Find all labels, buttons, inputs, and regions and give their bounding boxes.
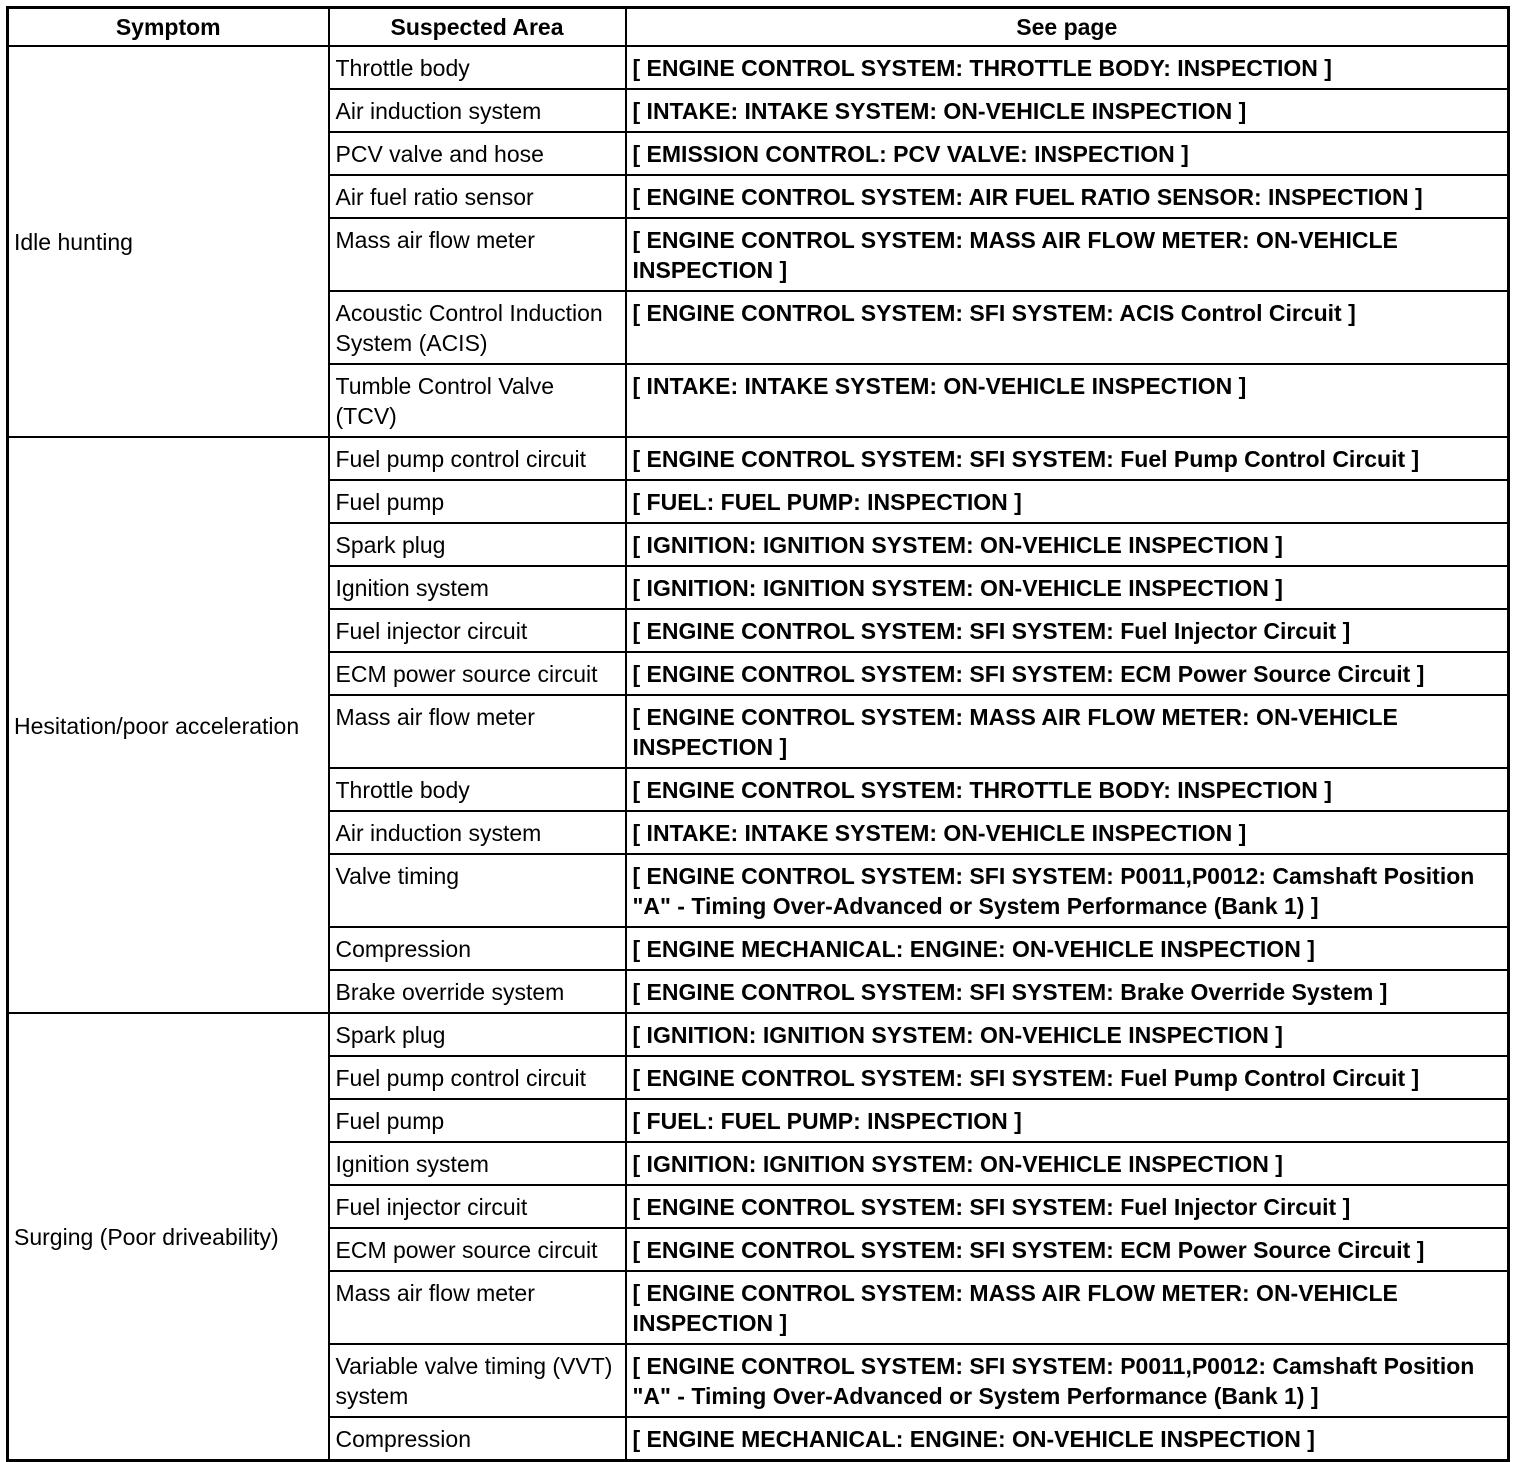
suspected-area-cell: Spark plug — [329, 1013, 626, 1056]
see-page-reference: [ ENGINE MECHANICAL: ENGINE: ON-VEHICLE INSPECTION ] — [626, 927, 1509, 970]
suspected-area-cell: Tumble Control Valve (TCV) — [329, 364, 626, 437]
suspected-area-cell: Variable valve timing (VVT) system — [329, 1344, 626, 1417]
symptom-hesitation: Hesitation/poor acceleration — [8, 437, 329, 1013]
see-page-reference: [ INTAKE: INTAKE SYSTEM: ON-VEHICLE INSPECTION ] — [626, 811, 1509, 854]
see-page-reference: [ INTAKE: INTAKE SYSTEM: ON-VEHICLE INSPECTION ] — [626, 89, 1509, 132]
see-page-reference: [ ENGINE CONTROL SYSTEM: SFI SYSTEM: Fuel Injector Circuit ] — [626, 609, 1509, 652]
see-page-reference: [ ENGINE CONTROL SYSTEM: THROTTLE BODY: INSPECTION ] — [626, 768, 1509, 811]
see-page-reference: [ ENGINE CONTROL SYSTEM: SFI SYSTEM: ACIS Control Circuit ] — [626, 291, 1509, 364]
suspected-area-cell: Throttle body — [329, 46, 626, 89]
see-page-reference: [ ENGINE CONTROL SYSTEM: MASS AIR FLOW METER: ON-VEHICLE INSPECTION ] — [626, 695, 1509, 768]
see-page-reference: [ FUEL: FUEL PUMP: INSPECTION ] — [626, 1099, 1509, 1142]
suspected-area-cell: Brake override system — [329, 970, 626, 1013]
table-row — [8, 1013, 1509, 1056]
header-symptom: Symptom — [8, 8, 329, 47]
suspected-area-cell: Fuel injector circuit — [329, 1185, 626, 1228]
see-page-reference: [ ENGINE CONTROL SYSTEM: SFI SYSTEM: Brake Override System ] — [626, 970, 1509, 1013]
suspected-area-cell: Compression — [329, 927, 626, 970]
suspected-area-cell: Mass air flow meter — [329, 1271, 626, 1344]
see-page-reference: [ ENGINE CONTROL SYSTEM: SFI SYSTEM: P0011,P0012: Camshaft Position "A" - Timing Over-Advanced or System Performance (Bank 1) ] — [626, 854, 1509, 927]
header-row — [8, 8, 1509, 47]
see-page-reference: [ ENGINE CONTROL SYSTEM: SFI SYSTEM: Fuel Pump Control Circuit ] — [626, 1056, 1509, 1099]
see-page-reference: [ ENGINE CONTROL SYSTEM: MASS AIR FLOW METER: ON-VEHICLE INSPECTION ] — [626, 218, 1509, 291]
suspected-area-cell: Mass air flow meter — [329, 695, 626, 768]
see-page-reference: [ ENGINE CONTROL SYSTEM: AIR FUEL RATIO SENSOR: INSPECTION ] — [626, 175, 1509, 218]
header-see-page: See page — [626, 8, 1509, 47]
suspected-area-cell: Spark plug — [329, 523, 626, 566]
see-page-reference: [ INTAKE: INTAKE SYSTEM: ON-VEHICLE INSPECTION ] — [626, 364, 1509, 437]
suspected-area-cell: Fuel pump control circuit — [329, 1056, 626, 1099]
suspected-area-cell: ECM power source circuit — [329, 1228, 626, 1271]
suspected-area-cell: Compression — [329, 1417, 626, 1461]
see-page-reference: [ IGNITION: IGNITION SYSTEM: ON-VEHICLE INSPECTION ] — [626, 566, 1509, 609]
suspected-area-cell: Valve timing — [329, 854, 626, 927]
see-page-reference: [ EMISSION CONTROL: PCV VALVE: INSPECTION ] — [626, 132, 1509, 175]
see-page-reference: [ FUEL: FUEL PUMP: INSPECTION ] — [626, 480, 1509, 523]
see-page-reference: [ ENGINE CONTROL SYSTEM: SFI SYSTEM: ECM Power Source Circuit ] — [626, 1228, 1509, 1271]
see-page-reference: [ ENGINE CONTROL SYSTEM: MASS AIR FLOW METER: ON-VEHICLE INSPECTION ] — [626, 1271, 1509, 1344]
see-page-reference: [ ENGINE CONTROL SYSTEM: SFI SYSTEM: P0011,P0012: Camshaft Position "A" - Timing Over-Advanced or System Performance (Bank 1) ] — [626, 1344, 1509, 1417]
see-page-reference: [ ENGINE CONTROL SYSTEM: THROTTLE BODY: INSPECTION ] — [626, 46, 1509, 89]
see-page-reference: [ IGNITION: IGNITION SYSTEM: ON-VEHICLE INSPECTION ] — [626, 523, 1509, 566]
suspected-area-cell: Air induction system — [329, 89, 626, 132]
symptom-idle-hunting: Idle hunting — [8, 46, 329, 437]
symptom-surging: Surging (Poor driveability) — [8, 1013, 329, 1461]
suspected-area-cell: Acoustic Control Induction System (ACIS) — [329, 291, 626, 364]
see-page-reference: [ ENGINE CONTROL SYSTEM: SFI SYSTEM: ECM Power Source Circuit ] — [626, 652, 1509, 695]
see-page-reference: [ IGNITION: IGNITION SYSTEM: ON-VEHICLE INSPECTION ] — [626, 1013, 1509, 1056]
header-suspected-area: Suspected Area — [329, 8, 626, 47]
suspected-area-cell: Air induction system — [329, 811, 626, 854]
suspected-area-cell: PCV valve and hose — [329, 132, 626, 175]
troubleshooting-table — [6, 6, 1510, 1462]
see-page-reference: [ IGNITION: IGNITION SYSTEM: ON-VEHICLE INSPECTION ] — [626, 1142, 1509, 1185]
suspected-area-cell: Fuel pump control circuit — [329, 437, 626, 480]
see-page-reference: [ ENGINE CONTROL SYSTEM: SFI SYSTEM: Fuel Pump Control Circuit ] — [626, 437, 1509, 480]
see-page-reference: [ ENGINE MECHANICAL: ENGINE: ON-VEHICLE INSPECTION ] — [626, 1417, 1509, 1461]
suspected-area-cell: Fuel pump — [329, 1099, 626, 1142]
suspected-area-cell: Mass air flow meter — [329, 218, 626, 291]
suspected-area-cell: Throttle body — [329, 768, 626, 811]
suspected-area-cell: Fuel injector circuit — [329, 609, 626, 652]
suspected-area-cell: Air fuel ratio sensor — [329, 175, 626, 218]
table-row — [8, 46, 1509, 89]
suspected-area-cell: Ignition system — [329, 1142, 626, 1185]
suspected-area-cell: Fuel pump — [329, 480, 626, 523]
suspected-area-cell: ECM power source circuit — [329, 652, 626, 695]
suspected-area-cell: Ignition system — [329, 566, 626, 609]
see-page-reference: [ ENGINE CONTROL SYSTEM: SFI SYSTEM: Fuel Injector Circuit ] — [626, 1185, 1509, 1228]
table-row — [8, 437, 1509, 480]
